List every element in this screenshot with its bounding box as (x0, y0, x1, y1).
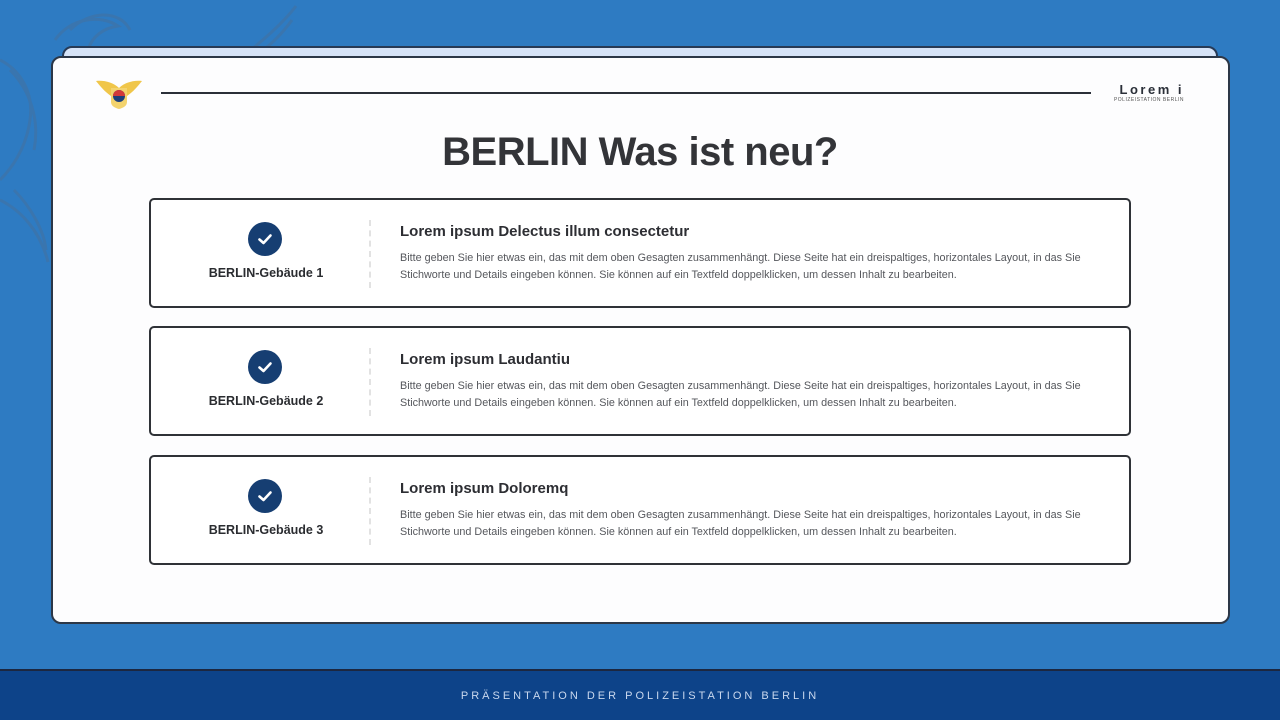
row-title: Lorem ipsum Doloremq (400, 480, 569, 497)
feature-row (149, 326, 1131, 436)
feature-row (149, 198, 1131, 308)
row-title: Lorem ipsum Laudantiu (400, 351, 571, 368)
column-divider (369, 477, 371, 545)
check-circle-icon (248, 479, 282, 513)
footer-bar (0, 669, 1280, 720)
building-label: BERLIN-Gebäude 2 (208, 394, 324, 408)
brand-subtitle: POLIZEISTATION BERLIN (1113, 97, 1184, 103)
column-divider (369, 220, 371, 288)
row-description: Bitte geben Sie hier etwas ein, das mit dem oben Gesagten zusammenhängt. Diese Seite hat ein dreispaltiges, horizontales Layout, in das Sie Stichworte und Details eingeben können. Sie können auf ein Textfeld doppelklicken, um dessen Inhalt zu bearbeiten. (400, 252, 1081, 281)
row-description: Bitte geben Sie hier etwas ein, das mit dem oben Gesagten zusammenhängt. Diese Seite hat ein dreispaltiges, horizontales Layout, in das Sie Stichworte und Details eingeben können. Sie können auf ein Textfeld doppelklicken, um dessen Inhalt zu bearbeiten. (400, 509, 1081, 538)
check-circle-icon (248, 222, 282, 256)
building-label: BERLIN-Gebäude 1 (208, 266, 324, 280)
building-label: BERLIN-Gebäude 3 (208, 523, 324, 537)
header-rule (161, 92, 1091, 94)
footer-text: PRÄSENTATION DER POLIZEISTATION BERLIN (460, 689, 820, 702)
check-circle-icon (248, 350, 282, 384)
page-title: BERLIN Was ist neu? (442, 130, 838, 174)
police-eagle-emblem-icon (95, 78, 143, 110)
column-divider (369, 348, 371, 416)
row-description: Bitte geben Sie hier etwas ein, das mit dem oben Gesagten zusammenhängt. Diese Seite hat ein dreispaltiges, horizontales Layout, in das Sie Stichworte und Details eingeben können. Sie können auf ein Textfeld doppelklicken, um dessen Inhalt zu bearbeiten. (400, 380, 1081, 409)
feature-row (149, 455, 1131, 565)
brand-title: Lorem i (1119, 82, 1184, 97)
row-title: Lorem ipsum Delectus illum consectetur (400, 223, 690, 240)
